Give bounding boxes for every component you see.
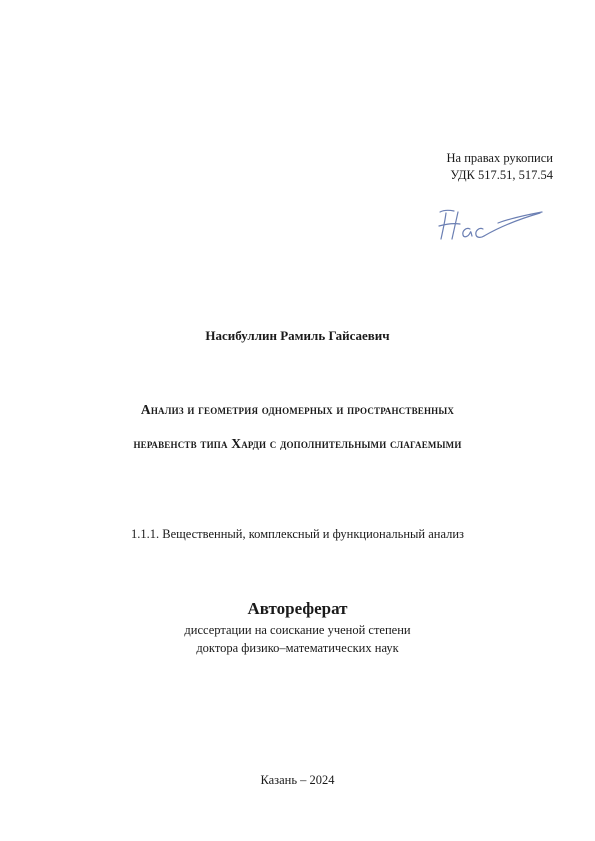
handwritten-signature <box>436 203 546 249</box>
rights-note: На правах рукописи <box>446 151 553 165</box>
specialty-code: 1.1.1. Вещественный, комплексный и функциональный анализ <box>131 527 464 541</box>
degree-line-1: диссертации на соискание ученой степени <box>184 623 411 637</box>
header-block <box>447 150 554 184</box>
degree-description <box>0 621 595 657</box>
dissertation-title-line-2: неравенств типа Харди с дополнительными слагаемыми <box>133 436 462 451</box>
udc-code: УДК 517.51, 517.54 <box>450 168 553 182</box>
place-and-year: Казань – 2024 <box>260 773 335 787</box>
author-name: Насибуллин Рамиль Гайсаевич <box>205 328 390 343</box>
degree-line-2: доктора физико–математических наук <box>196 641 399 655</box>
document-type: Автореферат <box>247 599 348 618</box>
dissertation-title-line-1: Анализ и геометрия одномерных и пространственных <box>140 402 455 417</box>
